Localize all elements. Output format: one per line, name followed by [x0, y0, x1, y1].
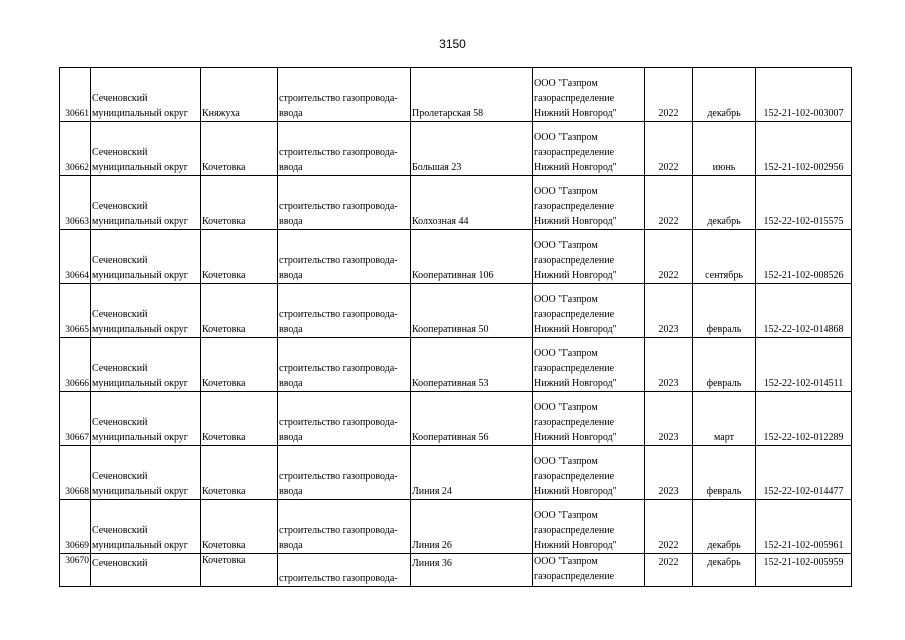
- company-cell: [533, 176, 645, 230]
- company-line-1: ООО "Газпром: [534, 510, 598, 521]
- company-line-1: ООО "Газпром: [534, 186, 598, 197]
- work-line-2: ввода: [279, 540, 303, 551]
- month-cell: декабрь: [693, 554, 756, 587]
- district-line-1: Сеченовский: [92, 255, 148, 266]
- table-row: [60, 284, 852, 338]
- table-row: [60, 230, 852, 284]
- work-line-1: строительство газопровода-: [279, 417, 398, 428]
- district-line-1: Сеченовский: [92, 417, 148, 428]
- work-line-1: строительство газопровода-: [279, 363, 398, 374]
- district-line-2: муниципальный округ: [92, 486, 188, 497]
- code-cell: 152-21-102-005961: [756, 500, 852, 554]
- street-cell: Колхозная 44: [411, 176, 533, 230]
- locality-cell: Кочетовка: [201, 392, 278, 446]
- code-cell: 152-22-102-014511: [756, 338, 852, 392]
- district-line-2: муниципальный округ: [92, 162, 188, 173]
- district-line-2: муниципальный округ: [92, 324, 188, 335]
- company-line-3: Нижний Новгород": [534, 216, 617, 227]
- company-cell: [533, 284, 645, 338]
- district-cell: [91, 68, 201, 122]
- company-line-2: газораспределение: [534, 93, 615, 104]
- row-number: 30668: [60, 446, 91, 500]
- work-cell: [278, 284, 411, 338]
- district-cell: [91, 284, 201, 338]
- district-line-2: муниципальный округ: [92, 432, 188, 443]
- code-cell: 152-22-102-015575: [756, 176, 852, 230]
- row-number: 30667: [60, 392, 91, 446]
- street-cell: Кооперативная 50: [411, 284, 533, 338]
- district-cell: [91, 500, 201, 554]
- district-cell: [91, 554, 201, 587]
- work-line-2: ввода: [279, 486, 303, 497]
- company-line-3: Нижний Новгород": [534, 540, 617, 551]
- row-number: 30666: [60, 338, 91, 392]
- table-row: [60, 446, 852, 500]
- work-cell: [278, 338, 411, 392]
- company-line-1: ООО "Газпром: [534, 402, 598, 413]
- table-row: [60, 338, 852, 392]
- district-cell: [91, 122, 201, 176]
- year-cell: 2023: [645, 284, 693, 338]
- district-line-1: Сеченовский: [92, 363, 148, 374]
- work-line-2: ввода: [279, 432, 303, 443]
- work-line-2: ввода: [279, 324, 303, 335]
- locality-cell: Княжуха: [201, 68, 278, 122]
- row-number: 30669: [60, 500, 91, 554]
- street-cell: Линия 36: [411, 554, 533, 587]
- year-cell: 2023: [645, 446, 693, 500]
- company-line-3: Нижний Новгород": [534, 432, 617, 443]
- company-line-2: газораспределение: [534, 525, 615, 536]
- work-line-1: строительство газопровода-: [279, 147, 398, 158]
- company-cell: [533, 68, 645, 122]
- work-line-2: ввода: [279, 270, 303, 281]
- work-cell: [278, 230, 411, 284]
- company-line-3: Нижний Новгород": [534, 270, 617, 281]
- work-line-2: ввода: [279, 108, 303, 119]
- year-cell: 2022: [645, 500, 693, 554]
- street-cell: Кооперативная 53: [411, 338, 533, 392]
- month-cell: февраль: [693, 284, 756, 338]
- table-row-last: [60, 554, 852, 587]
- district-line-1: Сеченовский: [92, 147, 148, 158]
- company-cell: [533, 446, 645, 500]
- row-number: 30665: [60, 284, 91, 338]
- table-row: [60, 122, 852, 176]
- code-cell: 152-21-102-005959: [756, 554, 852, 587]
- work-line-2: ввода: [279, 216, 303, 227]
- locality-cell: Кочетовка: [201, 446, 278, 500]
- work-cell: [278, 68, 411, 122]
- locality-cell: Кочетовка: [201, 230, 278, 284]
- district-line-1: Сеченовский: [92, 471, 148, 482]
- district-cell: [91, 446, 201, 500]
- company-cell: [533, 230, 645, 284]
- company-line-1: ООО "Газпром: [534, 240, 598, 251]
- year-cell: 2022: [645, 122, 693, 176]
- company-cell: [533, 122, 645, 176]
- company-line-3: Нижний Новгород": [534, 324, 617, 335]
- work-line-1: строительство газопровода-: [279, 309, 398, 320]
- street-cell: Линия 26: [411, 500, 533, 554]
- district-line-1: Сеченовский: [92, 309, 148, 320]
- work-cell: [278, 122, 411, 176]
- work-line-2: ввода: [279, 162, 303, 173]
- district-line-2: муниципальный округ: [92, 216, 188, 227]
- month-cell: март: [693, 392, 756, 446]
- work-line-1: строительство газопровода-: [279, 525, 398, 536]
- month-cell: июнь: [693, 122, 756, 176]
- district-line-1: Сеченовский: [92, 525, 148, 536]
- month-cell: декабрь: [693, 176, 756, 230]
- company-line-2: газораспределение: [534, 363, 615, 374]
- locality-cell: Кочетовка: [201, 500, 278, 554]
- company-line-2: газораспределение: [534, 201, 615, 212]
- district-line-2: муниципальный округ: [92, 540, 188, 551]
- code-cell: 152-22-102-014477: [756, 446, 852, 500]
- district-line-2: муниципальный округ: [92, 108, 188, 119]
- row-number: 30662: [60, 122, 91, 176]
- district-line-2: муниципальный округ: [92, 270, 188, 281]
- table-row: [60, 500, 852, 554]
- company-line-1: ООО "Газпром: [534, 348, 598, 359]
- locality-cell: Кочетовка: [201, 338, 278, 392]
- company-line-2: газораспределение: [534, 571, 615, 582]
- company-cell: [533, 338, 645, 392]
- district-cell: [91, 392, 201, 446]
- code-cell: 152-21-102-003007: [756, 68, 852, 122]
- district-line-1: Сеченовский: [92, 93, 148, 104]
- row-number: 30663: [60, 176, 91, 230]
- company-line-2: газораспределение: [534, 255, 615, 266]
- row-number: 30664: [60, 230, 91, 284]
- district-cell: [91, 230, 201, 284]
- company-line-2: газораспределение: [534, 471, 615, 482]
- company-line-3: Нижний Новгород": [534, 162, 617, 173]
- company-cell: [533, 554, 645, 587]
- work-cell: [278, 176, 411, 230]
- work-line-1: строительство газопровода-: [279, 573, 398, 584]
- year-cell: 2022: [645, 554, 693, 587]
- locality-cell: Кочетовка: [201, 284, 278, 338]
- district-cell: [91, 338, 201, 392]
- work-line-1: строительство газопровода-: [279, 201, 398, 212]
- work-cell: [278, 500, 411, 554]
- year-cell: 2022: [645, 68, 693, 122]
- street-cell: Пролетарская 58: [411, 68, 533, 122]
- table-body: [60, 68, 852, 587]
- district-cell: [91, 176, 201, 230]
- company-line-1: ООО "Газпром: [534, 556, 598, 567]
- year-cell: 2022: [645, 230, 693, 284]
- month-cell: февраль: [693, 446, 756, 500]
- year-cell: 2023: [645, 392, 693, 446]
- locality-cell: Кочетовка: [201, 176, 278, 230]
- code-cell: 152-21-102-008526: [756, 230, 852, 284]
- row-number: 30661: [60, 68, 91, 122]
- table-row: [60, 392, 852, 446]
- work-line-2: ввода: [279, 378, 303, 389]
- work-cell: [278, 392, 411, 446]
- company-line-3: Нижний Новгород": [534, 378, 617, 389]
- table-row: [60, 176, 852, 230]
- company-line-1: ООО "Газпром: [534, 78, 598, 89]
- street-cell: Кооперативная 56: [411, 392, 533, 446]
- company-line-2: газораспределение: [534, 147, 615, 158]
- work-cell: [278, 554, 411, 587]
- company-line-1: ООО "Газпром: [534, 132, 598, 143]
- work-line-1: строительство газопровода-: [279, 471, 398, 482]
- registry-table: [59, 67, 852, 587]
- year-cell: 2022: [645, 176, 693, 230]
- row-number: 30670: [60, 554, 91, 587]
- company-line-1: ООО "Газпром: [534, 294, 598, 305]
- code-cell: 152-22-102-014868: [756, 284, 852, 338]
- locality-cell: Кочетовка: [201, 554, 278, 587]
- year-cell: 2023: [645, 338, 693, 392]
- company-cell: [533, 392, 645, 446]
- code-cell: 152-22-102-012289: [756, 392, 852, 446]
- month-cell: декабрь: [693, 500, 756, 554]
- district-line-2: муниципальный округ: [92, 378, 188, 389]
- company-line-3: Нижний Новгород": [534, 108, 617, 119]
- month-cell: сентябрь: [693, 230, 756, 284]
- page-number: 3150: [439, 37, 466, 51]
- table-row: [60, 68, 852, 122]
- work-cell: [278, 446, 411, 500]
- locality-cell: Кочетовка: [201, 122, 278, 176]
- company-line-1: ООО "Газпром: [534, 456, 598, 467]
- street-cell: Кооперативная 106: [411, 230, 533, 284]
- company-line-2: газораспределение: [534, 309, 615, 320]
- work-line-1: строительство газопровода-: [279, 255, 398, 266]
- district-line-1: Сеченовский: [92, 558, 148, 569]
- street-cell: Большая 23: [411, 122, 533, 176]
- street-cell: Линия 24: [411, 446, 533, 500]
- month-cell: февраль: [693, 338, 756, 392]
- company-cell: [533, 500, 645, 554]
- code-cell: 152-21-102-002956: [756, 122, 852, 176]
- company-line-3: Нижний Новгород": [534, 486, 617, 497]
- company-line-2: газораспределение: [534, 417, 615, 428]
- district-line-1: Сеченовский: [92, 201, 148, 212]
- month-cell: декабрь: [693, 68, 756, 122]
- work-line-1: строительство газопровода-: [279, 93, 398, 104]
